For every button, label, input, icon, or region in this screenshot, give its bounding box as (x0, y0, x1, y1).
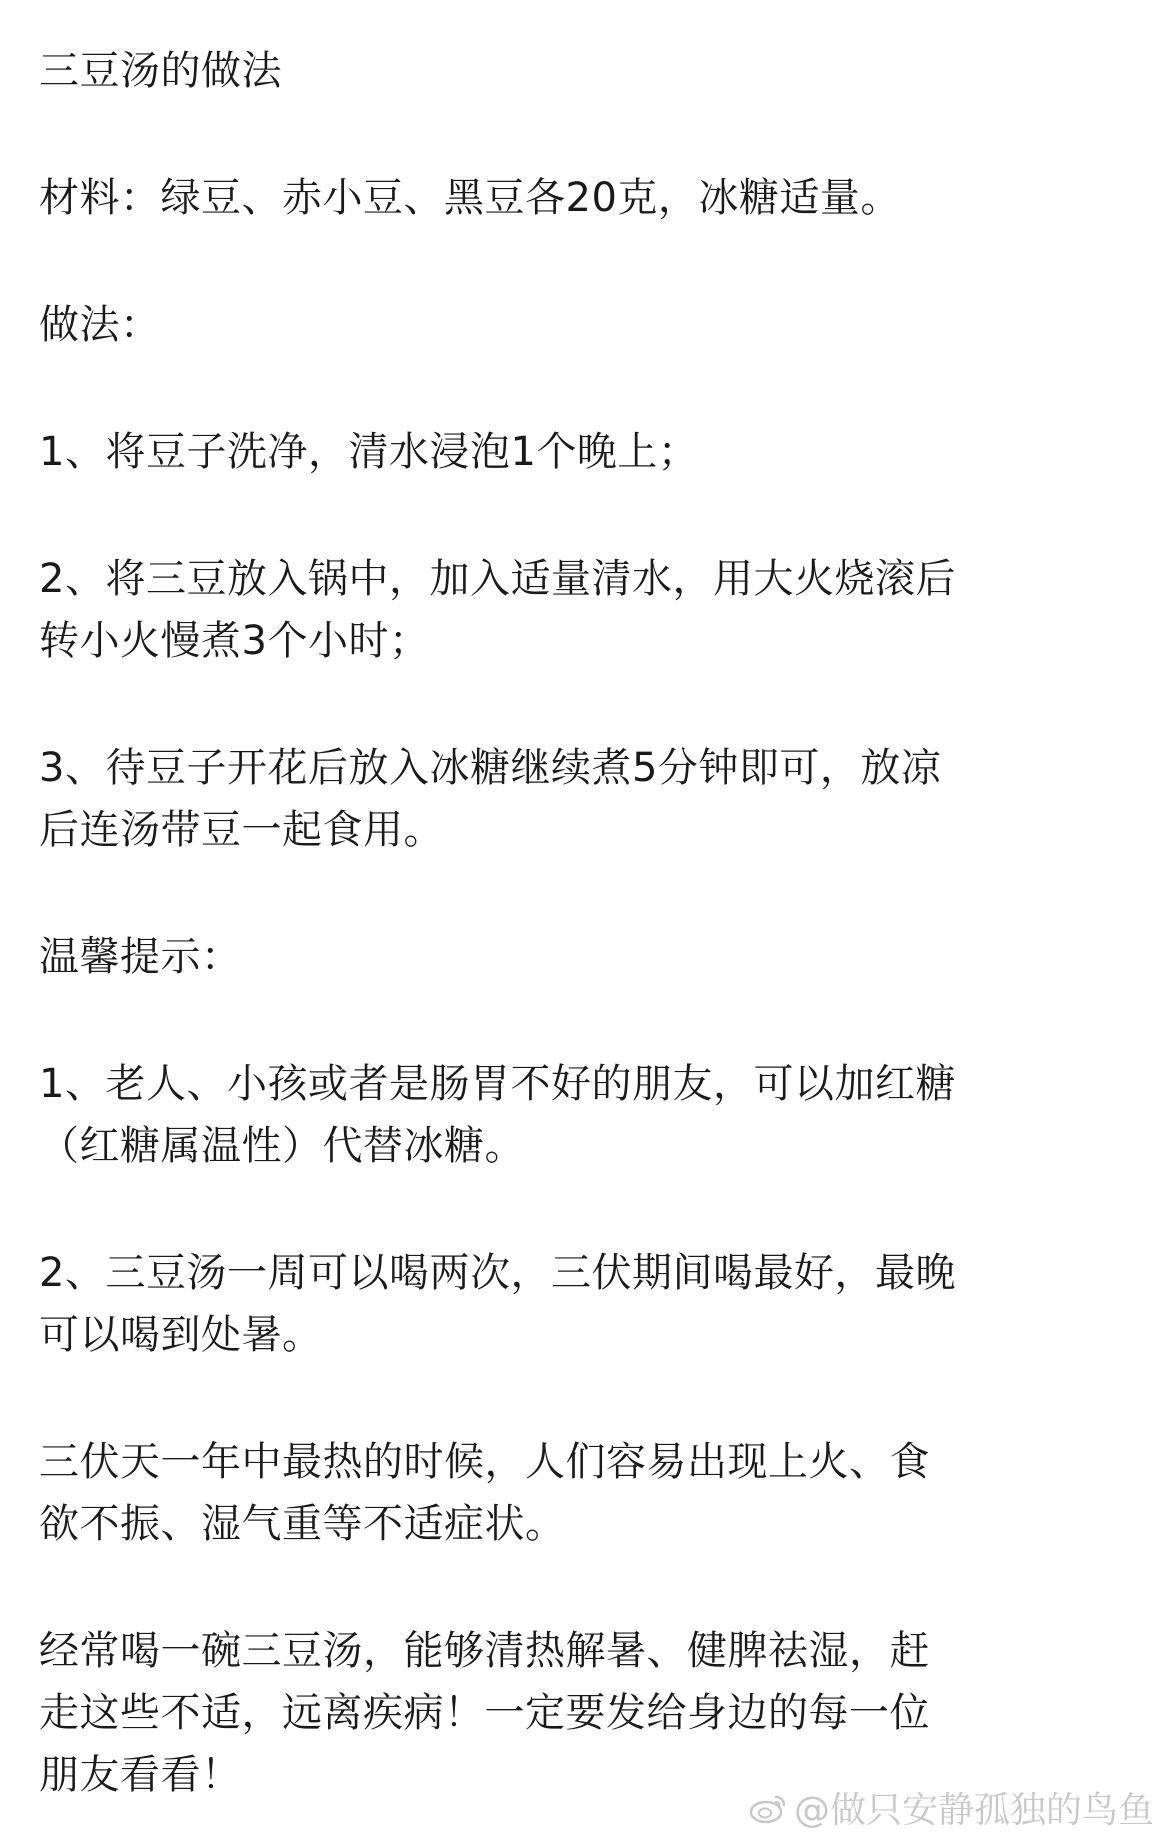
tip-2 (39, 1242, 1049, 1366)
method-heading-line: 做法： (39, 302, 161, 348)
title-line: 三豆汤的做法 (39, 48, 282, 94)
tip-line: 2、三豆汤一周可以喝两次，三伏期间喝最好，最晚 (39, 1250, 956, 1296)
weibo-icon (748, 1791, 788, 1825)
tip-line: 1、老人、小孩或者是肠胃不好的朋友，可以加红糖 (39, 1061, 956, 1107)
step-1 (39, 421, 1049, 483)
recipe-title (39, 40, 1049, 102)
paragraph-line: 三伏天一年中最热的时候，人们容易出现上火、食 (39, 1439, 930, 1485)
ingredients-line: 材料：绿豆、赤小豆、黑豆各20克，冰糖适量。 (39, 175, 901, 221)
step-line: 2、将三豆放入锅中，加入适量清水，用大火烧滚后 (39, 556, 956, 602)
step-line: 3、待豆子开花后放入冰糖继续煮5分钟即可，放凉 (39, 745, 942, 791)
step-3 (39, 737, 1049, 861)
tips-heading (39, 926, 1049, 988)
recipe-document (39, 40, 1049, 1806)
watermark-text: @做只安静孤独的鸟鱼 (794, 1790, 1154, 1831)
paragraph-line: 欲不振、湿气重等不适症状。 (39, 1501, 566, 1547)
weibo-watermark (748, 1782, 1154, 1833)
step-line: 后连汤带豆一起食用。 (39, 807, 444, 853)
step-line: 1、将豆子洗净，清水浸泡1个晚上； (39, 429, 699, 475)
tip-line: （红糖属温性）代替冰糖。 (39, 1123, 525, 1169)
tip-1 (39, 1053, 1049, 1177)
method-heading (39, 294, 1049, 356)
ingredients-paragraph (39, 167, 1049, 229)
step-2 (39, 548, 1049, 672)
step-line: 转小火慢煮3个小时； (39, 618, 430, 664)
closing-paragraph (39, 1620, 1049, 1806)
paragraph-line: 经常喝一碗三豆汤，能够清热解暑、健脾祛湿，赶 (39, 1628, 930, 1674)
tip-line: 可以喝到处暑。 (39, 1312, 323, 1358)
paragraph-line: 朋友看看！ (39, 1752, 242, 1798)
paragraph-line: 走这些不适，远离疾病！一定要发给身边的每一位 (39, 1690, 930, 1736)
info-paragraph (39, 1431, 1049, 1555)
tips-heading-line: 温馨提示： (39, 934, 242, 980)
